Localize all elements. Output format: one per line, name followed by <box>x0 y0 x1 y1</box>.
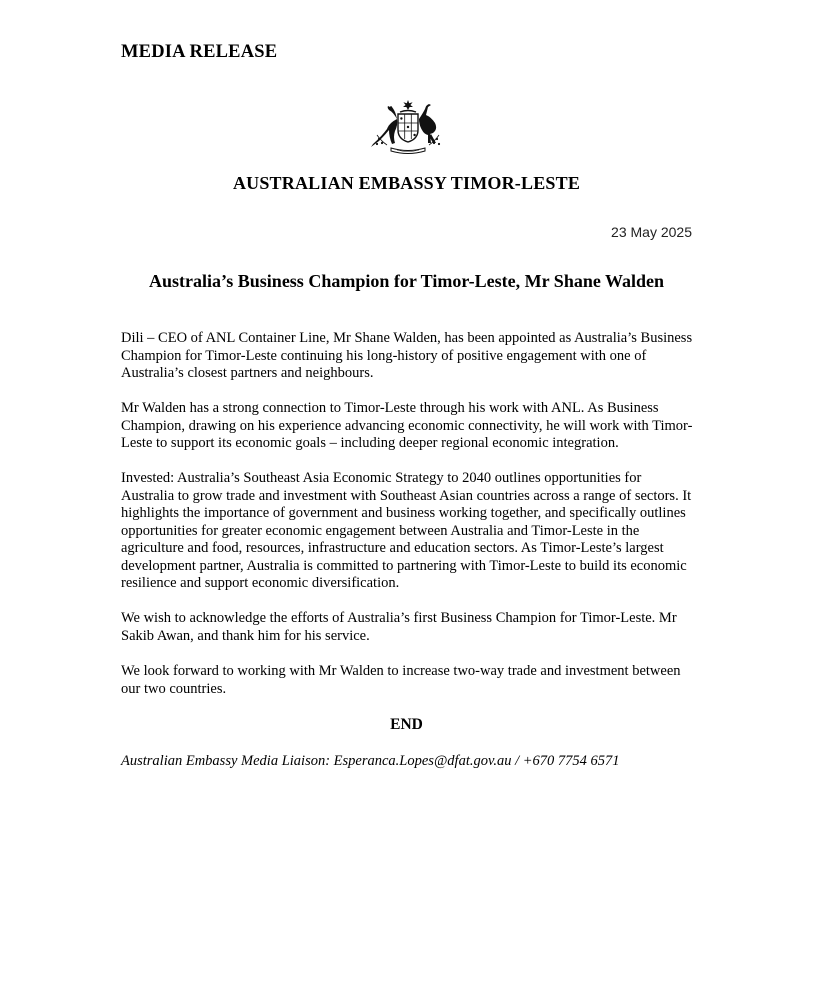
paragraph-text: Mr Walden has a strong connection to Timor-Leste through his work with ANL. As Business Champion, drawing on his experience advancing economic connectivity, he will work with Timor-Leste to support its economic goals – including deeper regional economic integration. <box>121 400 693 451</box>
australian-coat-of-arms-icon <box>367 97 449 157</box>
media-release-label: MEDIA RELEASE <box>121 42 278 62</box>
paragraph-1 <box>121 330 695 383</box>
paragraph-text: We look forward to working with Mr Walden to increase two-way trade and investment between our two countries. <box>121 663 681 697</box>
media-contact: Australian Embassy Media Liaison: Esperanca.Lopes@dfat.gov.au / +670 7754 6571 <box>121 753 620 769</box>
end-marker: END <box>390 716 423 733</box>
paragraph-text: Invested: Australia’s Southeast Asia Economic Strategy to 2040 outlines opportunities for Australia to grow trade and investment with Southeast Asian countries across a range of sectors. It highlights the importance of government and business working together, and specifically outlines opportunities for greater economic engagement between Australia and Timor-Leste in the agriculture and food, resources, infrastructure and education sectors. As Timor-Leste’s largest development partner, Australia is committed to partnering with Timor-Leste to build its economic resilience and support economic diversification. <box>121 470 692 591</box>
headline: Australia’s Business Champion for Timor-Leste, Mr Shane Walden <box>148 271 665 291</box>
embassy-name: AUSTRALIAN EMBASSY TIMOR-LESTE <box>232 173 581 193</box>
paragraph-text: We wish to acknowledge the efforts of Australia’s first Business Champion for Timor-Leste. Mr Sakib Awan, and thank him for his service. <box>121 610 677 644</box>
paragraph-2 <box>121 400 695 453</box>
paragraph-4 <box>121 610 695 645</box>
paragraph-5 <box>121 663 695 698</box>
paragraph-3 <box>121 470 695 593</box>
paragraph-text: Dili – CEO of ANL Container Line, Mr Shane Walden, has been appointed as Australia’s Business Champion for Timor-Leste continuing his long-history of positive engagement with one of Australia’s closest partners and neighbours. <box>121 330 693 381</box>
release-date: 23 May 2025 <box>611 224 692 240</box>
